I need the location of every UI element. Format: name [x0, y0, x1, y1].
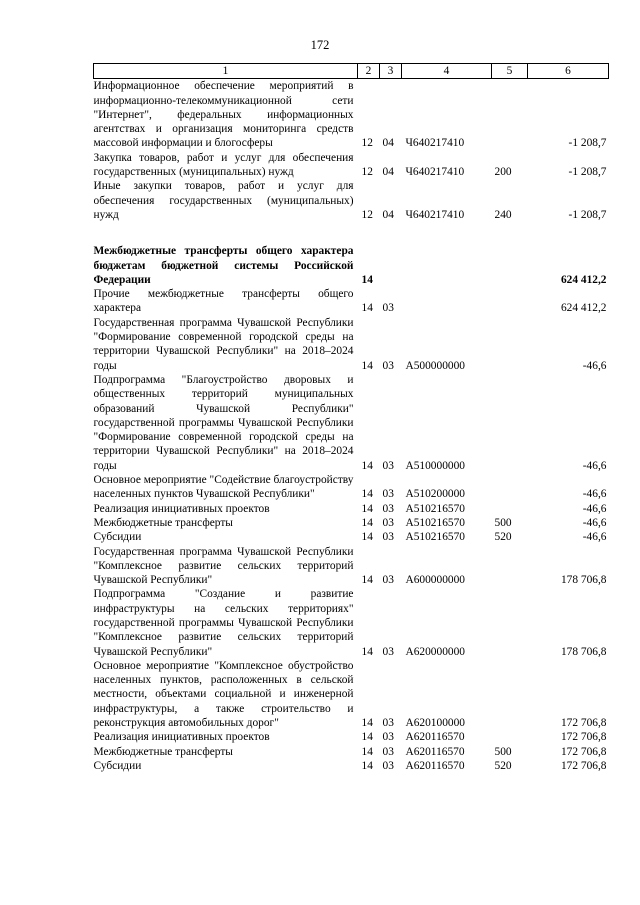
- expense-type-cell: 240: [494, 208, 512, 221]
- subsection-cell: 03: [382, 717, 394, 730]
- column-number-header: [94, 64, 609, 79]
- header-col-5: 5: [492, 64, 528, 79]
- target-article-cell: А620116570: [405, 759, 465, 772]
- subsection-cell: 03: [382, 574, 394, 587]
- amount-cell: -1 208,7: [568, 208, 607, 221]
- target-article-cell: [402, 287, 492, 316]
- target-article-cell: А510216570: [405, 502, 465, 515]
- item-name-cell: Закупка товаров, работ и услуг для обеспечения государственных (муниципальных) нужд: [93, 151, 354, 179]
- expense-type-cell: 500: [494, 516, 512, 529]
- amount-cell: 172 706,8: [560, 759, 607, 772]
- amount-cell: -46,6: [582, 502, 607, 515]
- item-name-cell: Основное мероприятие "Содействие благоустройству населенных пунктов Чувашской Республики": [93, 474, 354, 501]
- budget-table: [93, 63, 609, 773]
- expense-type-cell: [492, 287, 528, 316]
- subsection-cell: 03: [382, 502, 394, 515]
- section-cell: 14: [361, 745, 373, 758]
- table-row: [94, 587, 609, 658]
- table-row: [94, 473, 609, 502]
- section-cell: 14: [361, 531, 373, 544]
- expense-type-cell: [492, 545, 528, 588]
- table-row: [94, 516, 609, 530]
- item-name-cell: Субсидии: [93, 531, 142, 544]
- expense-type-cell: 200: [494, 166, 512, 179]
- table-row: [94, 316, 609, 373]
- amount-cell: -1 208,7: [568, 166, 607, 179]
- target-article-cell: А510200000: [405, 488, 465, 501]
- item-name-cell: Государственная программа Чувашской Республики "Комплексное развитие сельских территорий Чувашской Республики": [93, 545, 354, 587]
- subsection-cell: 03: [382, 531, 394, 544]
- item-name-cell: Подпрограмма "Благоустройство дворовых и общественных территорий муниципальных образований Чувашской Республики" государственной программы Чувашской Республики "Формирование современной городской среды на территории Чувашской Республики" на 2018–2024 годы: [93, 373, 354, 472]
- subsection-cell: 04: [382, 137, 394, 150]
- table-row: [94, 545, 609, 588]
- table-row: [94, 151, 609, 180]
- item-name-cell: Государственная программа Чувашской Республики "Формирование современной городской среды на территории Чувашской Республики" на 2018–2024 годы: [93, 316, 354, 372]
- section-cell: 14: [361, 502, 373, 515]
- item-name-cell: Реализация инициативных проектов: [93, 502, 270, 515]
- target-article-cell: А620000000: [405, 645, 465, 658]
- item-name-cell: Подпрограмма "Создание и развитие инфраструктуры на сельских территориях" государственной программы Чувашской Республики "Комплексное развитие сельских территорий Чувашской Республики": [93, 588, 354, 658]
- item-name-cell: Реализация инициативных проектов: [93, 731, 270, 744]
- amount-cell: -46,6: [582, 459, 607, 472]
- amount-cell: -1 208,7: [568, 137, 607, 150]
- item-name-cell: Иные закупки товаров, работ и услуг для обеспечения государственных (муниципальных) нужд: [93, 180, 354, 221]
- expense-type-cell: 520: [494, 759, 512, 772]
- section-cell: 14: [361, 645, 373, 658]
- item-name-cell: Субсидии: [93, 759, 142, 772]
- page-number: 172: [310, 38, 330, 52]
- table-row: [94, 745, 609, 759]
- table-row: [94, 530, 609, 544]
- target-article-cell: А510000000: [405, 459, 465, 472]
- subsection-cell: 03: [382, 731, 394, 744]
- expense-type-cell: [492, 373, 528, 473]
- table-row: [94, 730, 609, 744]
- expense-type-cell: 500: [494, 745, 512, 758]
- section-cell: 14: [361, 302, 373, 315]
- header-col-6: 6: [528, 64, 609, 79]
- expense-type-cell: [492, 473, 528, 502]
- amount-cell: 172 706,8: [560, 731, 607, 744]
- item-name-cell: Основное мероприятие "Комплексное обустройство населенных пунктов, расположенных в сельской местности, объектами социальной и инженерной инфраструктуры, а также строительство и реконструкция автомобильных дорог": [93, 659, 354, 730]
- table-row: [94, 79, 609, 151]
- target-article-cell: А510216570: [405, 516, 465, 529]
- expense-type-cell: [492, 79, 528, 151]
- subsection-cell: [380, 244, 402, 287]
- item-name-cell: Межбюджетные трансферты общего характера бюджетам бюджетной системы Российской Федерации: [93, 245, 354, 286]
- expense-type-cell: [492, 730, 528, 744]
- section-cell: 14: [361, 516, 373, 529]
- table-row: [94, 659, 609, 730]
- spacer-row: [94, 222, 609, 244]
- item-name-cell: Информационное обеспечение мероприятий в информационно-телекоммуникационной сети "Интернет", федеральных информационных агентствах и организация мониторинга средств массовой информации и блогосферы: [93, 80, 354, 150]
- amount-cell: 178 706,8: [560, 574, 607, 587]
- target-article-cell: А510216570: [405, 531, 465, 544]
- target-article-cell: А620116570: [405, 731, 465, 744]
- subsection-cell: 03: [382, 516, 394, 529]
- table-row: [94, 759, 609, 773]
- amount-cell: 172 706,8: [560, 745, 607, 758]
- section-cell: 14: [361, 273, 373, 286]
- expense-type-cell: [492, 587, 528, 658]
- section-cell: 12: [361, 137, 373, 150]
- target-article-cell: Ч640217410: [405, 166, 465, 179]
- target-article-cell: А500000000: [405, 359, 465, 372]
- table-row: [94, 244, 609, 287]
- table-row: [94, 287, 609, 316]
- amount-cell: -46,6: [582, 359, 607, 372]
- amount-cell: 624 412,2: [560, 273, 607, 286]
- table-row: [94, 179, 609, 222]
- subsection-cell: 04: [382, 166, 394, 179]
- expense-type-cell: [492, 502, 528, 516]
- amount-cell: -46,6: [582, 516, 607, 529]
- header-col-4: 4: [402, 64, 492, 79]
- item-name-cell: Межбюджетные трансферты: [93, 516, 233, 529]
- item-name-cell: Межбюджетные трансферты: [93, 745, 233, 758]
- header-col-1: 1: [94, 64, 358, 79]
- section-cell: 14: [361, 574, 373, 587]
- spacer-cell: [94, 222, 609, 244]
- table-row: [94, 373, 609, 473]
- target-article-cell: А620100000: [405, 717, 465, 730]
- expense-type-cell: [492, 659, 528, 730]
- expense-type-cell: [492, 316, 528, 373]
- section-cell: 12: [361, 166, 373, 179]
- amount-cell: -46,6: [582, 488, 607, 501]
- target-article-cell: [402, 244, 492, 287]
- target-article-cell: Ч640217410: [405, 208, 465, 221]
- amount-cell: 178 706,8: [560, 645, 607, 658]
- target-article-cell: А600000000: [405, 574, 465, 587]
- section-cell: 12: [361, 208, 373, 221]
- subsection-cell: 03: [382, 302, 394, 315]
- amount-cell: 624 412,2: [560, 302, 607, 315]
- section-cell: 14: [361, 717, 373, 730]
- section-cell: 14: [361, 459, 373, 472]
- section-cell: 14: [361, 359, 373, 372]
- header-col-3: 3: [380, 64, 402, 79]
- subsection-cell: 04: [382, 208, 394, 221]
- subsection-cell: 03: [382, 759, 394, 772]
- subsection-cell: 03: [382, 488, 394, 501]
- section-cell: 14: [361, 759, 373, 772]
- amount-cell: -46,6: [582, 531, 607, 544]
- header-col-2: 2: [358, 64, 380, 79]
- section-cell: 14: [361, 731, 373, 744]
- subsection-cell: 03: [382, 745, 394, 758]
- expense-type-cell: [492, 244, 528, 287]
- amount-cell: 172 706,8: [560, 717, 607, 730]
- expense-type-cell: 520: [494, 531, 512, 544]
- section-cell: 14: [361, 488, 373, 501]
- subsection-cell: 03: [382, 645, 394, 658]
- subsection-cell: 03: [382, 359, 394, 372]
- target-article-cell: А620116570: [405, 745, 465, 758]
- table-row: [94, 502, 609, 516]
- item-name-cell: Прочие межбюджетные трансферты общего характера: [93, 288, 354, 315]
- subsection-cell: 03: [382, 459, 394, 472]
- target-article-cell: Ч640217410: [405, 137, 465, 150]
